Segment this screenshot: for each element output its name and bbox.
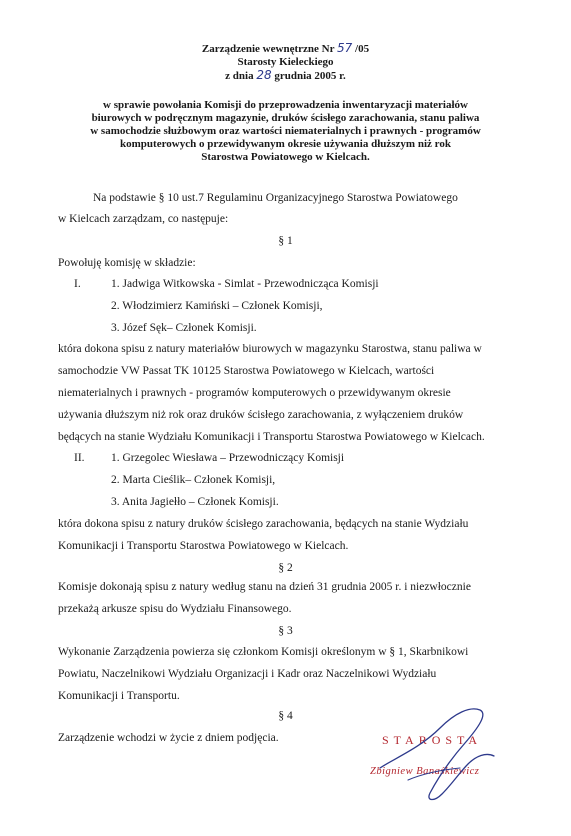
commission-2-member: 2. Marta Cieślik– Członek Komisji, (111, 474, 276, 486)
commission-2-task-line: Komunikacji i Transportu Starostwa Powiatowego w Kielcach. (58, 540, 349, 552)
commission-1-member: 2. Włodzimierz Kamiński – Członek Komisji, (111, 300, 323, 312)
order-date (0, 69, 571, 83)
commission-2-member: 1. Grzegolec Wiesława – Przewodniczący Komisji (111, 452, 345, 464)
issuing-office: Starosty Kieleckiego (237, 56, 334, 68)
section-3-line: Wykonanie Zarządzenia powierza się członkom Komisji określonym w § 1, Skarbnikowi (58, 646, 469, 658)
section-4-line: Zarządzenie wchodzi w życie z dniem podjęcia. (58, 732, 279, 744)
commission-1-task-line: używania dłuższym niż rok oraz druków ścisłego zarachowania, z wyłączeniem druków (58, 409, 464, 421)
section-1-intro: Powołuję komisję w składzie: (58, 257, 196, 269)
section-1-heading: § 1 (278, 235, 293, 247)
commission-1-member: 3. Józef Sęk– Członek Komisji. (111, 322, 257, 334)
order-title (0, 42, 571, 56)
intro-line: w Kielcach zarządzam, co następuje: (58, 213, 229, 225)
commission-1-member: 1. Jadwiga Witkowska - Simlat - Przewodnicząca Komisji (111, 278, 379, 290)
section-2-line: przekażą arkusze spisu do Wydziału Finansowego. (58, 603, 292, 615)
commission-2-numeral: II. (74, 452, 85, 464)
subject-line: w sprawie powołania Komisji do przeprowadzenia inwentaryzacji materiałów (103, 99, 468, 111)
subject-line: komputerowych o przewidywanym okresie używania dłuższym niż rok (120, 138, 451, 150)
commission-1-numeral: I. (74, 278, 81, 290)
commission-1-task-line: niematerialnych i prawnych - programów komputerowych o przewidywanym okresie (58, 387, 451, 399)
commission-1-task-line: która dokona spisu z natury materiałów biurowych w magazynku Starostwa, stanu paliwa w (58, 343, 482, 355)
section-2-line: Komisje dokonają spisu z natury według stanu na dzień 31 grudnia 2005 r. i niezwłocznie (58, 581, 471, 593)
section-3-line: Komunikacji i Transportu. (58, 690, 180, 702)
handwritten-signature (360, 698, 510, 808)
title-prefix: Zarządzenie wewnętrzne Nr (201, 43, 335, 55)
starosta-stamp-name: Zbigniew Banaśkiewicz (370, 766, 480, 777)
commission-2-task-line: która dokona spisu z natury druków ścisłego zarachowania, będących na stanie Wydziału (58, 518, 469, 530)
commission-1-task-line: samochodzie VW Passat TK 10125 Starostwa Powiatowego w Kielcach, wartości (58, 365, 435, 377)
date-suffix: grudnia 2005 r. (274, 70, 346, 82)
section-4-heading: § 4 (278, 710, 293, 722)
intro-line: Na podstawie § 10 ust.7 Regulaminu Organizacyjnego Starostwa Powiatowego (93, 192, 458, 204)
subject-line: Starostwa Powiatowego w Kielcach. (201, 151, 370, 163)
starosta-stamp-title: STAROSTA (382, 733, 483, 747)
subject-line: w samochodzie służbowym oraz wartości niematerialnych i prawnych - programów (90, 125, 481, 137)
title-suffix: /05 (355, 43, 370, 55)
section-3-line: Powiatu, Naczelnikowi Wydziału Organizacji i Kadr oraz Naczelnikowi Wydziału (58, 668, 437, 680)
section-2-heading: § 2 (278, 562, 293, 574)
commission-2-member: 3. Anita Jagiełło – Członek Komisji. (111, 496, 279, 508)
section-3-heading: § 3 (278, 625, 293, 637)
commission-1-task-line: będących na stanie Wydziału Komunikacji i Transportu Starostwa Powiatowego w Kielcach. (58, 431, 485, 443)
subject-line: biurowych w podręcznym magazynie, druków ścisłego zarachowania, stanu paliwa (91, 112, 480, 124)
date-prefix: z dnia (225, 70, 254, 82)
handwritten-date-day: 28 (256, 68, 272, 82)
handwritten-order-number: 57 (337, 41, 353, 55)
